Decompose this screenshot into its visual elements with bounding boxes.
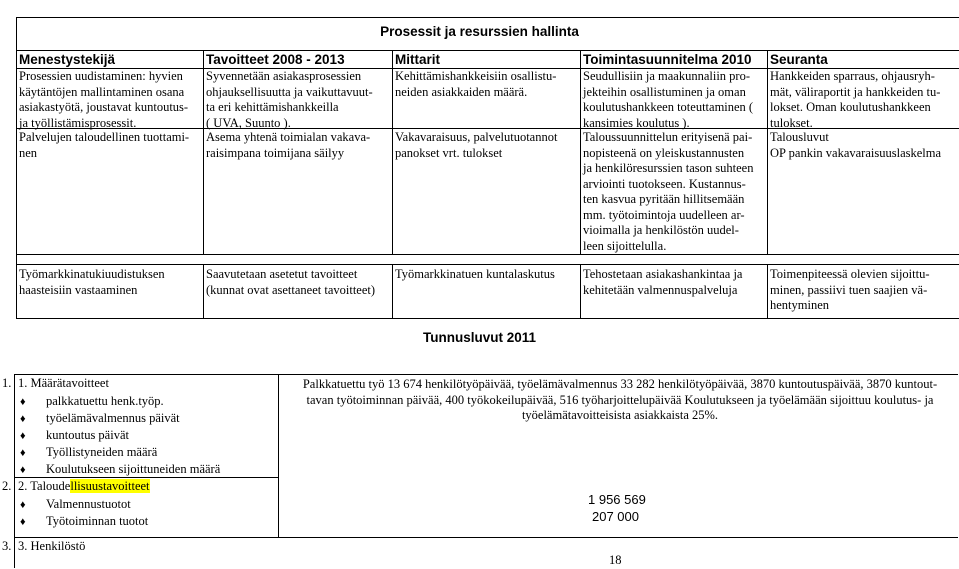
row1-menestystekija: Prosessien uudistaminen: hyvien käytäntöjen mallintaminen osana asiakastyötä, joustavat kuntoutus- ja työllistämisprosessit. — [19, 69, 189, 130]
section1-item-label: kuntoutus päivät — [46, 428, 129, 442]
row3-tavoitteet: Saavutetaan asetetut tavoitteet (kunnat ovat asettaneet tavoitteet) — [206, 267, 376, 297]
diamond-bullet-icon: ♦ — [20, 430, 26, 442]
col3-divider — [392, 50, 393, 255]
section3-outer-number: 3. — [2, 539, 12, 553]
row3-bottom-border — [16, 318, 959, 319]
row3-menestystekija: Työmarkkinatukiuudistuksen haasteisiin vastaaminen — [19, 267, 165, 297]
table-top-border — [16, 17, 959, 18]
header-menestystekija: Menestystekijä — [19, 52, 116, 67]
header-toimintasuunnitelma: Toimintasuunnitelma 2010 — [583, 52, 752, 67]
row1-seuranta: Hankkeiden sparraus, ohjausryh- mät, väliraportit ja hankkeiden tu- lokset. Oman koulutushankkeen tulokset. — [770, 69, 941, 130]
diamond-bullet-icon: ♦ — [20, 499, 26, 511]
row3-mittarit: Työmarkkinatuen kuntalaskutus — [395, 267, 555, 281]
row1-mittarit: Kehittämishankkeisiin osallistu- neiden asiakkaiden määrä. — [395, 69, 557, 99]
col5-divider — [767, 50, 768, 255]
col4-divider-row3 — [580, 264, 581, 319]
section1-item-label: palkkatuettu henk.työp. — [46, 394, 164, 408]
col5-divider-row3 — [767, 264, 768, 319]
section2-value-tyotoiminta: 207 000 — [592, 509, 639, 524]
section2-heading — [18, 479, 150, 495]
bottom-mid-divider — [278, 374, 279, 538]
col2-divider — [203, 50, 204, 255]
section3-heading: 3. Henkilöstö — [18, 539, 86, 553]
diamond-bullet-icon: ♦ — [20, 516, 26, 528]
diamond-bullet-icon: ♦ — [20, 413, 26, 425]
row2-menestystekija: Palvelujen taloudellinen tuottami- nen — [19, 130, 190, 160]
section2-heading-highlight: llisuustavoitteet — [70, 479, 150, 493]
subtitle-tunnusluvut: Tunnusluvut 2011 — [422, 330, 537, 345]
bottom-row3-top-border — [14, 537, 958, 538]
page-number: 18 — [609, 553, 622, 567]
col4-divider — [580, 50, 581, 255]
bottom-table-top-border — [14, 374, 958, 375]
col2-divider-row3 — [203, 264, 204, 319]
row1-tavoitteet: Syvennetään asiakasprosessien ohjauksellisuutta ja vaikuttavuut- ta eri kehittämishankkeilla ( UVA, Suunto ). — [206, 69, 373, 130]
section2-item-label: Työtoiminnan tuotot — [46, 514, 149, 528]
section2-heading-prefix: 2. Taloude — [18, 479, 71, 493]
section1-item-label: työelämävalmennus päivät — [46, 411, 180, 425]
row2-seuranta: Talousluvut OP pankin vakavaraisuuslaskelma — [770, 130, 942, 160]
section1-item-label: Koulutukseen sijoittuneiden määrä — [46, 462, 221, 476]
table-left-border — [16, 17, 17, 319]
row2-toimintasuunnitelma: Taloussuunnittelun erityisenä pai- nopisteenä on yleiskustannusten ja henkilöresurssien tason suhteen arviointi tuotokseen. Kustannus- ten kasvua pyritään hillitsemään mm. työtoimintoja uudelleen ar- vioimalla ja henkilöstön uudel- leen sijoittelulla. — [583, 130, 754, 253]
header-seuranta: Seuranta — [770, 52, 828, 67]
section1-text: Palkkatuettu työ 13 674 henkilötyöpäivää, työelämävalmennus 33 282 henkilötyöpäivää, 3870 kuntoutuspäivää, 3870 kuntout- tavan työtoiminnan päivää, 400 työkokeilupäivää, 516 työharjoittelupäivää Koulutukseen ja työelämään sijoittuu koulutus- ja työelämätavoitteisista asiakkaista 25%. — [302, 377, 938, 422]
section2-item — [20, 514, 149, 531]
row3-seuranta: Toimenpiteessä olevien sijoittu- minen, passiivi tuen saajien vä- hentyminen — [770, 267, 930, 312]
section2-item-label: Valmennustuotot — [46, 497, 131, 511]
section1-item — [20, 445, 158, 462]
title-bottom-border — [16, 50, 959, 51]
row1-toimintasuunnitelma: Seudullisiin ja maakunnaliin pro- jekteihin osallistuminen ja oman koulutushankkeen toteuttaminen ( kansimies koulutus ). — [583, 69, 754, 130]
section1-item — [20, 411, 180, 428]
diamond-bullet-icon: ♦ — [20, 447, 26, 459]
section1-heading: 1. Määrätavoitteet — [18, 376, 109, 390]
section1-item-label: Työllistyneiden määrä — [46, 445, 158, 459]
page-title: Prosessit ja resurssien hallinta — [380, 24, 579, 39]
row2-tavoitteet: Asema yhtenä toimialan vakava- raisimpana toimijana säilyy — [206, 130, 371, 160]
section2-outer-number: 2. — [2, 479, 12, 493]
diamond-bullet-icon: ♦ — [20, 396, 26, 408]
section1-item — [20, 462, 221, 479]
section1-item — [20, 428, 129, 445]
header-tavoitteet: Tavoitteet 2008 - 2013 — [206, 52, 345, 67]
section1-outer-number: 1. — [2, 376, 12, 390]
col3-divider-row3 — [392, 264, 393, 319]
section1-item — [20, 394, 164, 411]
bottom-left-border — [14, 374, 15, 568]
section2-value-valmennus: 1 956 569 — [588, 492, 646, 507]
row3-top-border — [16, 264, 959, 265]
row3-toimintasuunnitelma: Tehostetaan asiakashankintaa ja kehitetään valmennuspalveluja — [583, 267, 743, 297]
diamond-bullet-icon: ♦ — [20, 464, 26, 476]
row2-mittarit: Vakavaraisuus, palvelutuotannot panokset vrt. tulokset — [395, 130, 558, 160]
section2-item — [20, 497, 131, 514]
header-mittarit: Mittarit — [395, 52, 440, 67]
row2-bottom-border — [16, 254, 959, 255]
